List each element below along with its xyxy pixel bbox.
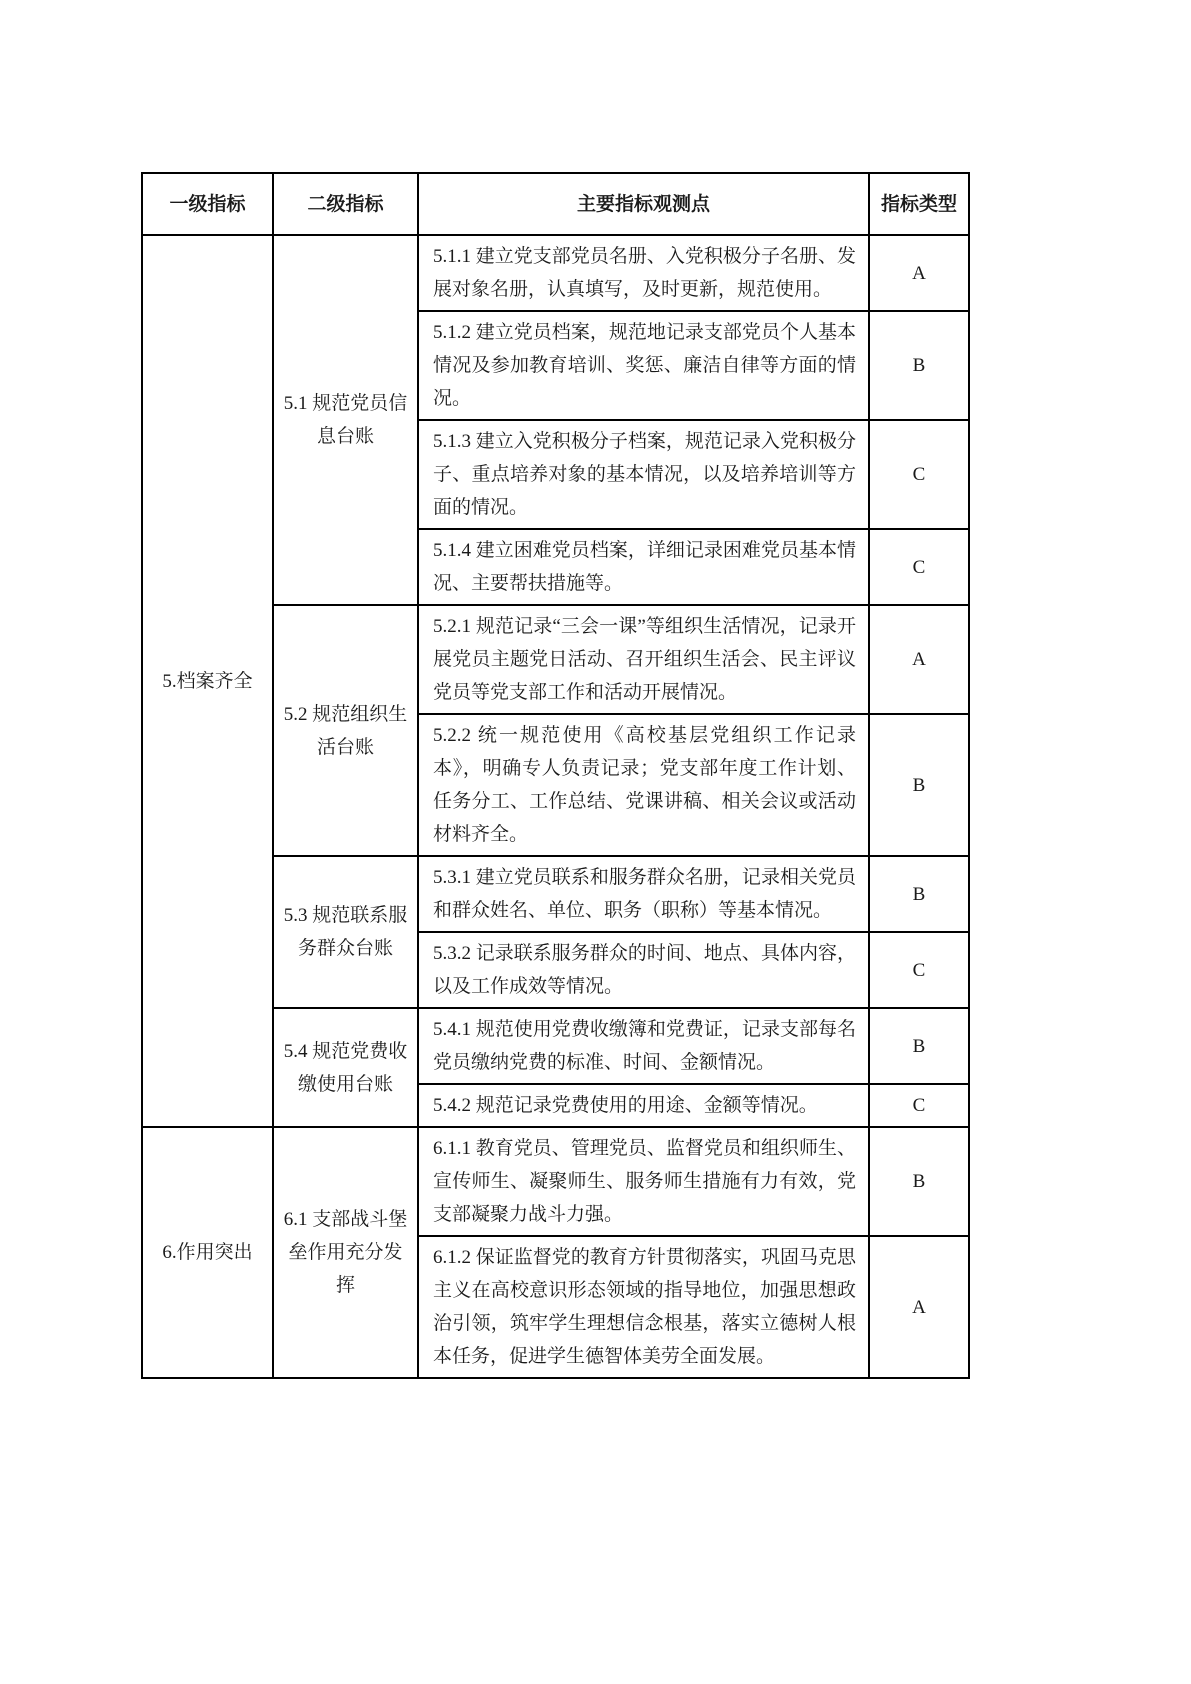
observation-cell-5-4-2: 5.4.2 规范记录党费使用的用途、金额等情况。: [418, 1084, 869, 1127]
observation-cell-5-3-1: 5.3.1 建立党员联系和服务群众名册，记录相关党员和群众姓名、单位、职务（职称）等基本情况。: [418, 856, 869, 932]
observation-cell-5-1-4: 5.1.4 建立困难党员档案，详细记录困难党员基本情况、主要帮扶措施等。: [418, 529, 869, 605]
type-cell-5-1-3: C: [869, 420, 969, 529]
column-header-observation: 主要指标观测点: [418, 173, 869, 235]
observation-cell-5-1-3: 5.1.3 建立入党积极分子档案，规范记录入党积极分子、重点培养对象的基本情况，以及培养培训等方面的情况。: [418, 420, 869, 529]
type-cell-5-1-1: A: [869, 235, 969, 311]
type-cell-5-2-2: B: [869, 714, 969, 856]
level2-cell-5-2: 5.2 规范组织生活台账: [273, 605, 418, 856]
level2-cell-5-3: 5.3 规范联系服务群众台账: [273, 856, 418, 1008]
table-row: [142, 1127, 969, 1236]
type-cell-5-3-2: C: [869, 932, 969, 1008]
column-header-level2: 二级指标: [273, 173, 418, 235]
level2-cell-5-4: 5.4 规范党费收缴使用台账: [273, 1008, 418, 1127]
level1-cell-archives: 5.档案齐全: [142, 235, 273, 1127]
header-row: [142, 173, 969, 235]
type-cell-5-4-2: C: [869, 1084, 969, 1127]
table-row: [142, 235, 969, 311]
observation-cell-5-1-1: 5.1.1 建立党支部党员名册、入党积极分子名册、发展对象名册，认真填写，及时更新，规范使用。: [418, 235, 869, 311]
type-cell-5-4-1: B: [869, 1008, 969, 1084]
type-cell-5-3-1: B: [869, 856, 969, 932]
type-cell-5-2-1: A: [869, 605, 969, 714]
level1-cell-role: 6.作用突出: [142, 1127, 273, 1378]
observation-cell-6-1-2: 6.1.2 保证监督党的教育方针贯彻落实，巩固马克思主义在高校意识形态领域的指导地位，加强思想政治引领，筑牢学生理想信念根基，落实立德树人根本任务，促进学生德智体美劳全面发展。: [418, 1236, 869, 1378]
observation-cell-5-2-2: 5.2.2 统一规范使用《高校基层党组织工作记录本》，明确专人负责记录；党支部年度工作计划、任务分工、工作总结、党课讲稿、相关会议或活动材料齐全。: [418, 714, 869, 856]
observation-cell-6-1-1: 6.1.1 教育党员、管理党员、监督党员和组织师生、宣传师生、凝聚师生、服务师生措施有力有效，党支部凝聚力战斗力强。: [418, 1127, 869, 1236]
observation-cell-5-2-1: 5.2.1 规范记录“三会一课”等组织生活情况，记录开展党员主题党日活动、召开组织生活会、民主评议党员等党支部工作和活动开展情况。: [418, 605, 869, 714]
type-cell-5-1-2: B: [869, 311, 969, 420]
indicator-table: [141, 172, 970, 1379]
observation-cell-5-3-2: 5.3.2 记录联系服务群众的时间、地点、具体内容，以及工作成效等情况。: [418, 932, 869, 1008]
type-cell-6-1-2: A: [869, 1236, 969, 1378]
level2-cell-5-1: 5.1 规范党员信息台账: [273, 235, 418, 605]
observation-cell-5-1-2: 5.1.2 建立党员档案，规范地记录支部党员个人基本情况及参加教育培训、奖惩、廉洁自律等方面的情况。: [418, 311, 869, 420]
type-cell-5-1-4: C: [869, 529, 969, 605]
column-header-level1: 一级指标: [142, 173, 273, 235]
type-cell-6-1-1: B: [869, 1127, 969, 1236]
level2-cell-6-1: 6.1 支部战斗堡垒作用充分发挥: [273, 1127, 418, 1378]
column-header-type: 指标类型: [869, 173, 969, 235]
observation-cell-5-4-1: 5.4.1 规范使用党费收缴簿和党费证，记录支部每名党员缴纳党费的标准、时间、金额情况。: [418, 1008, 869, 1084]
